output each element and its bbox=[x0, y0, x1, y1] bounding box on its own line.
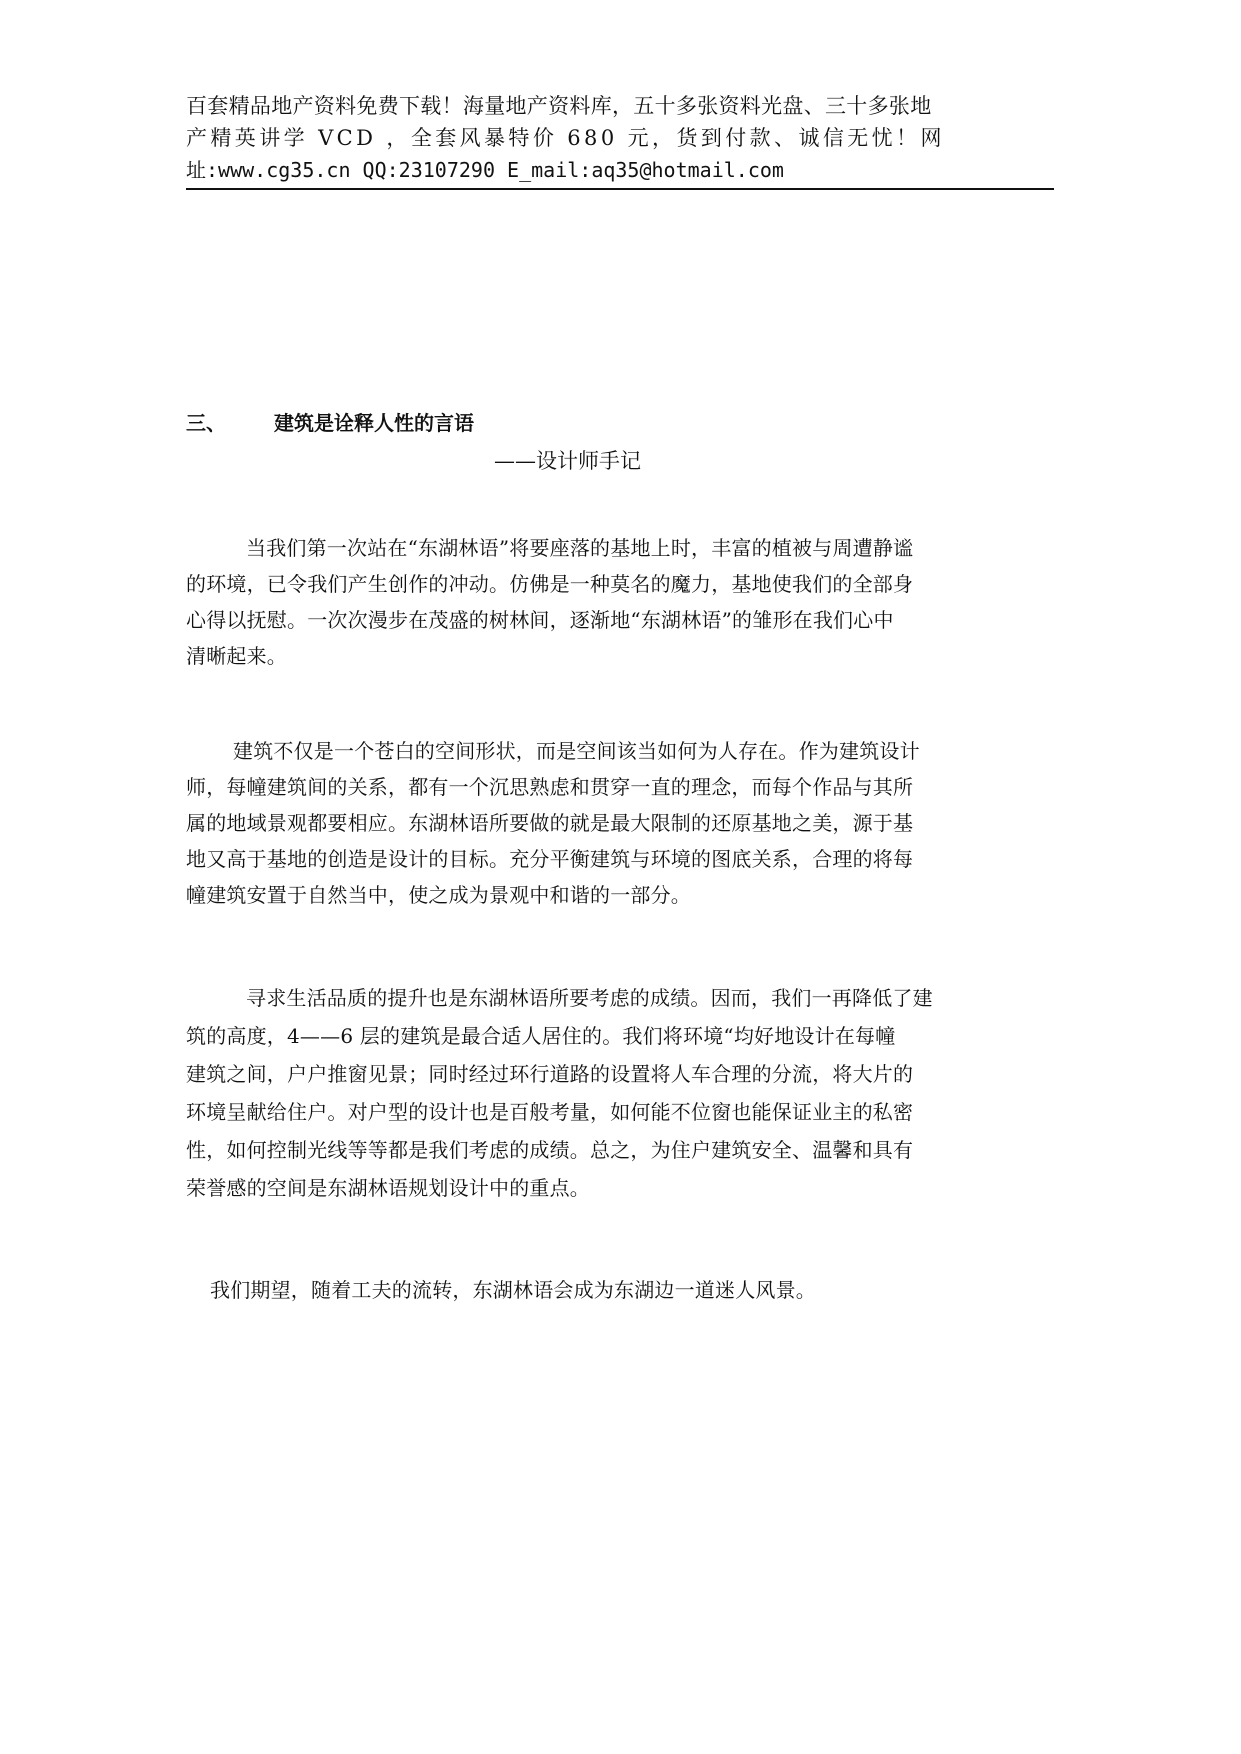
paragraph-1-line-2: 的环境，已令我们产生创作的冲动。仿佛是一种莫名的魔力，基地使我们的全部身 bbox=[186, 572, 914, 596]
paragraph-3-line-2: 筑的高度，4——6 层的建筑是最合适人居住的。我们将环境“均好地设计在每幢 bbox=[186, 1024, 896, 1048]
paragraph-3-line-1: 寻求生活品质的提升也是东湖林语所要考虑的成绩。因而，我们一再降低了建 bbox=[246, 986, 933, 1010]
paragraph-2-line-4: 地又高于基地的创造是设计的目标。充分平衡建筑与环境的图底关系，合理的将每 bbox=[186, 847, 914, 871]
paragraph-3-line-3: 建筑之间，户户推窗见景；同时经过环行道路的设置将人车合理的分流，将大片的 bbox=[186, 1062, 914, 1086]
paragraph-3-line-5: 性，如何控制光线等等都是我们考虑的成绩。总之，为住户建筑安全、温馨和具有 bbox=[186, 1138, 914, 1162]
paragraph-2-line-1: 建筑不仅是一个苍白的空间形状，而是空间该当如何为人存在。作为建筑设计 bbox=[233, 739, 920, 763]
section-heading bbox=[186, 410, 474, 436]
paragraph-3-line-6: 荣誉感的空间是东湖林语规划设计中的重点。 bbox=[186, 1176, 590, 1200]
paragraph-2-line-3: 属的地域景观都要相应。东湖林语所要做的就是最大限制的还原基地之美，源于基 bbox=[186, 811, 914, 835]
header-ad-line-1: 百套精品地产资料免费下载！海量地产资料库，五十多张资料光盘、三十多张地 bbox=[186, 94, 932, 118]
header-ad-line-2: 产精英讲学 VCD ，全套风暴特价 680 元，货到付款、诚信无忧！网 bbox=[186, 126, 945, 150]
page-header bbox=[186, 90, 1054, 190]
section-number: 三、 bbox=[186, 411, 226, 435]
paragraph-1-line-3: 心得以抚慰。一次次漫步在茂盛的树林间，逐渐地“东湖林语”的雏形在我们心中 bbox=[186, 608, 894, 632]
paragraph-2-line-2: 师，每幢建筑间的关系，都有一个沉思熟虑和贯穿一直的理念，而每个作品与其所 bbox=[186, 775, 914, 799]
section-subtitle: ——设计师手记 bbox=[494, 449, 641, 473]
section-title: 建筑是诠释人性的言语 bbox=[274, 411, 474, 435]
paragraph-3-line-4: 环境呈献给住户。对户型的设计也是百般考量，如何能不位窗也能保证业主的私密 bbox=[186, 1100, 914, 1124]
paragraph-4-line-1: 我们期望，随着工夫的流转，东湖林语会成为东湖边一道迷人风景。 bbox=[210, 1278, 816, 1302]
paragraph-2-line-5: 幢建筑安置于自然当中，使之成为景观中和谐的一部分。 bbox=[186, 883, 691, 907]
header-contact-line: 址:www.cg35.cn QQ:23107290 E_mail:aq35@hotmail.com bbox=[186, 158, 784, 182]
paragraph-1-line-4: 清晰起来。 bbox=[186, 644, 287, 668]
paragraph-1-line-1: 当我们第一次站在“东湖林语”将要座落的基地上时，丰富的植被与周遭静谧 bbox=[246, 536, 914, 560]
